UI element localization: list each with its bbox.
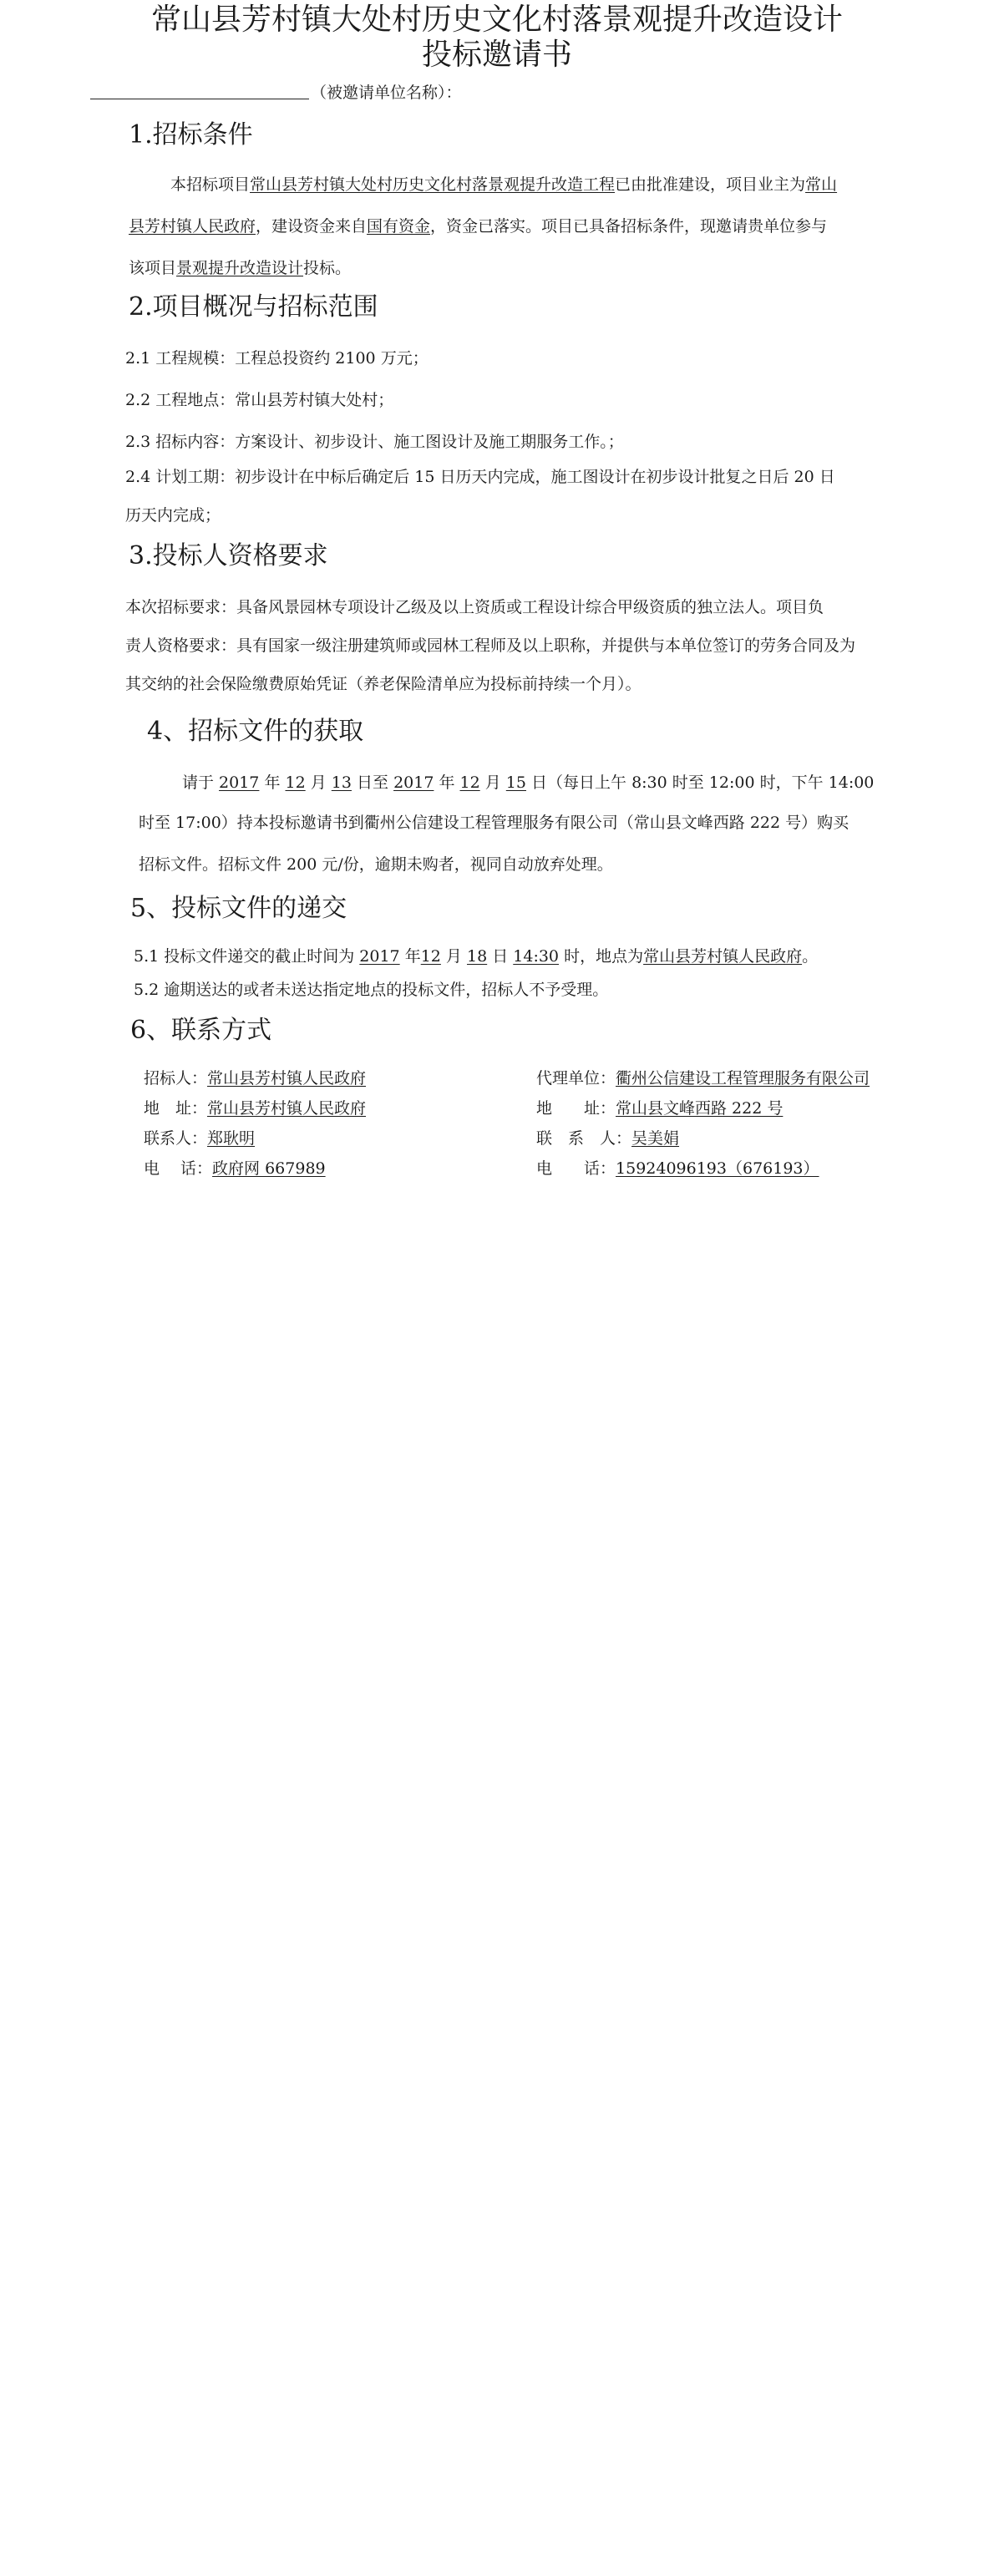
tenderer-row bbox=[144, 1066, 366, 1088]
section6-heading: 6、联系方式 bbox=[130, 1016, 272, 1045]
text: 月 bbox=[440, 947, 467, 966]
text: 。 bbox=[802, 947, 819, 966]
text: 该项目 bbox=[129, 259, 177, 277]
text: 投标。 bbox=[303, 259, 352, 277]
text: 请于 bbox=[182, 773, 220, 792]
bid-scope: 景观提升改造设计 bbox=[176, 259, 304, 277]
deadline-day: 18 bbox=[466, 947, 488, 966]
text: 日至 bbox=[351, 773, 394, 792]
submission-place: 常山县芳村镇人民政府 bbox=[643, 947, 803, 966]
address-value: 常山县芳村镇人民政府 bbox=[207, 1099, 367, 1118]
owner-name-part2: 县芳村镇人民政府 bbox=[129, 217, 256, 236]
agency-row bbox=[536, 1066, 870, 1088]
text: 年 bbox=[399, 947, 421, 966]
tenderer-phone-row bbox=[144, 1156, 326, 1179]
invitee-note: （被邀请单位名称）： bbox=[311, 84, 462, 102]
section4-line2: 时至 17:00）持本投标邀请书到衢州公信建设工程管理服务有限公司（常山县文峰西路 222 号）购买 bbox=[139, 814, 849, 832]
address-label: 地 址： bbox=[144, 1099, 208, 1118]
section5-heading: 5、投标文件的递交 bbox=[130, 894, 347, 923]
funds-source: 国有资金 bbox=[367, 217, 431, 236]
text: 年 bbox=[434, 773, 460, 792]
deadline-year: 2017 bbox=[359, 947, 400, 966]
section2-item2: 2.2 工程地点：常山县芳村镇大处村； bbox=[125, 391, 394, 409]
project-name: 常山县芳村镇大处村历史文化村落景观提升改造工程 bbox=[250, 175, 616, 194]
text: 年 bbox=[259, 773, 286, 792]
section2-item1: 2.1 工程规模：工程总投资约 2100 万元； bbox=[125, 349, 429, 368]
section4-line1 bbox=[182, 770, 874, 793]
section5-line1 bbox=[134, 944, 818, 966]
agency-address-value: 常山县文峰西路 222 号 bbox=[616, 1099, 784, 1118]
section3-line2: 责人资格要求：具有国家一级注册建筑师或园林工程师及以上职称，并提供与本单位签订的劳务合同及为 bbox=[125, 636, 856, 655]
deadline-time: 14:30 bbox=[513, 947, 560, 966]
text: 日（每日上午 8:30 时至 12:00 时，下午 14:00 bbox=[525, 773, 875, 792]
section1-heading: 1.招标条件 bbox=[129, 120, 253, 150]
text: 月 bbox=[479, 773, 506, 792]
contact-value: 郑耿明 bbox=[207, 1129, 256, 1148]
start-month: 12 bbox=[285, 773, 306, 792]
tenderer-contact-row bbox=[144, 1126, 255, 1149]
agency-phone-row bbox=[536, 1156, 819, 1179]
section3-line1: 本次招标要求：具备风景园林专项设计乙级及以上资质或工程设计综合甲级资质的独立法人。项目负 bbox=[125, 598, 824, 616]
section2-item3: 2.3 招标内容：方案设计、初步设计、施工图设计及施工期服务工作。； bbox=[125, 433, 624, 451]
text: 5.1 投标文件递交的截止时间为 bbox=[134, 947, 360, 966]
section2-item4-line1: 2.4 计划工期：初步设计在中标后确定后 15 日历天内完成，施工图设计在初步设计批复之日后 20 日 bbox=[125, 468, 835, 486]
agency-phone-value: 15924096193（676193） bbox=[616, 1159, 819, 1178]
agency-label: 代理单位： bbox=[536, 1069, 616, 1088]
contact-label: 联系人： bbox=[144, 1129, 208, 1148]
agency-address-row bbox=[536, 1096, 783, 1118]
text: 月 bbox=[305, 773, 332, 792]
deadline-month: 12 bbox=[420, 947, 441, 966]
text: 本招标项目 bbox=[170, 175, 251, 194]
start-day: 13 bbox=[331, 773, 352, 792]
end-day: 15 bbox=[505, 773, 526, 792]
text: ，建设资金来自 bbox=[256, 217, 368, 236]
agency-contact-row bbox=[536, 1126, 679, 1149]
phone-label: 电 话： bbox=[144, 1159, 213, 1178]
text: 日 bbox=[487, 947, 514, 966]
text: 时，地点为 bbox=[559, 947, 644, 966]
document-title-line2: 投标邀请书 bbox=[421, 38, 572, 72]
section3-heading: 3.投标人资格要求 bbox=[129, 541, 328, 570]
text: 已由批准建设，项目业主为 bbox=[615, 175, 806, 194]
agency-address-label: 地 址： bbox=[536, 1099, 616, 1118]
tenderer-label: 招标人： bbox=[144, 1069, 208, 1088]
section3-line3: 其交纳的社会保险缴费原始凭证（养老保险清单应为投标前持续一个月）。 bbox=[125, 675, 642, 693]
section4-heading: 4、招标文件的获取 bbox=[147, 717, 364, 746]
start-year: 2017 bbox=[219, 773, 260, 792]
document-title-line1: 常山县芳村镇大处村历史文化村落景观提升改造设计 bbox=[150, 3, 843, 37]
tenderer-value: 常山县芳村镇人民政府 bbox=[207, 1069, 367, 1088]
phone-value: 政府网 667989 bbox=[212, 1159, 326, 1178]
agency-phone-label: 电 话： bbox=[536, 1159, 616, 1178]
section4-line3: 招标文件。招标文件 200 元/份，逾期未购者，视同自动放弃处理。 bbox=[139, 855, 613, 874]
tenderer-address-row bbox=[144, 1096, 366, 1118]
section1-line1 bbox=[170, 172, 837, 195]
agency-contact-label: 联 系 人： bbox=[536, 1129, 632, 1148]
section1-line2 bbox=[129, 214, 827, 236]
agency-value: 衢州公信建设工程管理服务有限公司 bbox=[616, 1069, 870, 1088]
text: ，资金已落实。项目已具备招标条件，现邀请贵单位参与 bbox=[430, 217, 828, 236]
section2-item4-line2: 历天内完成； bbox=[125, 506, 221, 525]
end-year: 2017 bbox=[393, 773, 434, 792]
owner-name-part1: 常山 bbox=[805, 175, 838, 194]
end-month: 12 bbox=[459, 773, 480, 792]
section2-heading: 2.项目概况与招标范围 bbox=[129, 292, 378, 322]
section1-line3 bbox=[129, 256, 351, 278]
agency-contact-value: 吴美娟 bbox=[631, 1129, 680, 1148]
section5-line2: 5.2 逾期送达的或者未送达指定地点的投标文件，招标人不予受理。 bbox=[134, 981, 609, 999]
